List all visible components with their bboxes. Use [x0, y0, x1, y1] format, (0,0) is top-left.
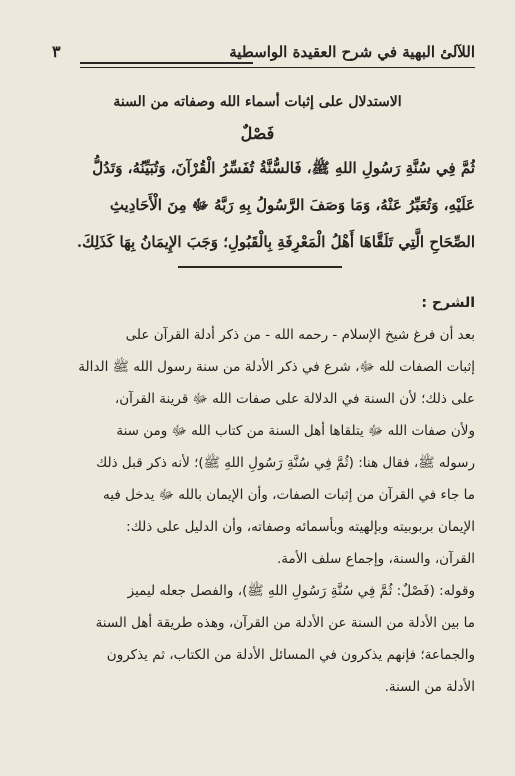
- matn-line: عَلَيْهِ، وَتُعَبِّرُ عَنْهُ، وَمَا وَصَفَ الرَّسُولُ بِهِ رَبَّهُ ﷻ مِنَ الْأَحَادِيثِ: [109, 196, 475, 214]
- body-line: وقوله: (فَصْلٌ: ثُمَّ فِي سُنَّةِ رَسُولِ اللهِ ﷺ)، والفصل جعله ليميز: [127, 583, 475, 599]
- body-line: الأدلة من السنة.: [384, 679, 475, 695]
- matn-block: [38, 150, 475, 261]
- page-number: ٣: [52, 42, 61, 61]
- section-title: الاستدلال على إثبات أسماء الله وصفاته من السنة: [113, 94, 402, 110]
- body-line: الإيمان بربوبيته وبإلهيته وبأسمائه وصفاته، وأن الدليل على ذلك:: [126, 519, 475, 535]
- body-line: القرآن، والسنة، وإجماع سلف الأمة.: [277, 551, 475, 567]
- body-line: بعد أن فرغ شيخ الإسلام - رحمه الله - من ذكر أدلة القرآن على: [125, 327, 475, 343]
- matn-line: ثُمَّ فِي سُنَّةِ رَسُولِ اللهِ ﷺ، فَالسُّنَّةُ تُفَسِّرُ الْقُرْآنَ، وَتُبَيِّنُهُ، وَتَدُلُّ: [92, 159, 475, 177]
- header-rule-thick: [80, 62, 253, 64]
- body-line: على ذلك؛ لأن السنة في الدلالة على صفات الله ﷻ قرينة القرآن،: [114, 391, 475, 407]
- sharh-label: الشرح :: [421, 295, 475, 311]
- fasl-heading: فَصْلٌ: [240, 124, 275, 143]
- running-header: [52, 42, 475, 68]
- body-line: ولأن صفات الله ﷻ يتلقاها أهل السنة من كتاب الله ﷻ ومن سنة: [116, 423, 475, 439]
- body-line: والجماعة؛ فإنهم يذكرون في المسائل الأدلة من الكتاب، ثم يذكرون: [106, 647, 475, 663]
- body-line: إثبات الصفات لله ﷻ، شرع في ذكر الأدلة من سنة رسول الله ﷺ الدالة: [78, 359, 475, 375]
- body-line: رسوله ﷺ، فقال هنا: (ثُمَّ فِي سُنَّةِ رَسُولِ اللهِ ﷺ)؛ لأنه ذكر قبل ذلك: [96, 455, 475, 471]
- header-rule-thin: [80, 67, 475, 68]
- body-line: ما بين الأدلة من السنة عن الأدلة من القرآن، وهذه طريقة أهل السنة: [95, 615, 475, 631]
- section-divider: [178, 266, 342, 268]
- commentary-block: [36, 287, 475, 703]
- body-line: ما جاء في القرآن من إثبات الصفات، وأن الإيمان بالله ﷻ يدخل فيه: [103, 487, 475, 503]
- matn-line: الصِّحَاحِ الَّتِي تَلَقَّاهَا أَهْلُ الْمَعْرِفَةِ بِالْقَبُولِ؛ وَجَبَ الإِيمَانُ بِهَا كَذَلِكَ.: [76, 233, 475, 251]
- header-title: اللآلئ البهية في شرح العقيدة الواسطية: [229, 43, 475, 61]
